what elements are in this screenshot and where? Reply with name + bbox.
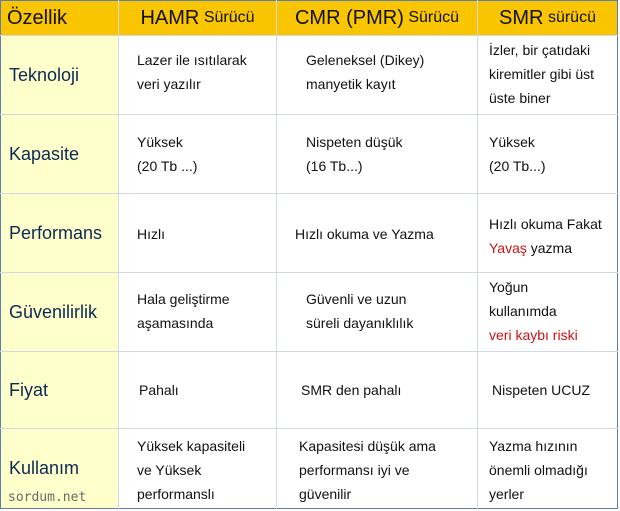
header-smr-sub: sürücü bbox=[547, 9, 596, 26]
row-label-text: Kullanım bbox=[9, 458, 80, 478]
cell-cmr-technology bbox=[306, 48, 476, 108]
cell-line: yerler bbox=[489, 486, 525, 502]
grid-line bbox=[0, 272, 618, 273]
row-label-text: Kapasite bbox=[9, 143, 80, 164]
cell-smr-usage bbox=[489, 434, 617, 508]
row-label-reliability bbox=[1, 273, 118, 351]
grid-line bbox=[0, 193, 618, 194]
cell-line-rest: yazma bbox=[526, 240, 572, 256]
cell-hamr-technology bbox=[137, 48, 277, 108]
cell-line: süreli dayanıklılık bbox=[306, 315, 414, 331]
row-label-technology bbox=[1, 36, 118, 114]
cell-line: manyetik kayıt bbox=[306, 76, 396, 92]
cell-line: performanslı bbox=[137, 486, 215, 502]
row-label-text: Fiyat bbox=[9, 379, 49, 400]
cell-hamr-reliability bbox=[137, 287, 277, 342]
cell-hamr-usage bbox=[137, 434, 277, 508]
cell-line: Nispeten UCUZ bbox=[492, 382, 591, 398]
cell-line: Pahalı bbox=[139, 382, 179, 398]
cell-line: Hala geliştirme bbox=[137, 291, 230, 307]
cell-smr-technology bbox=[489, 38, 617, 113]
cell-hamr-performance bbox=[137, 222, 277, 250]
cell-line: Yüksek bbox=[137, 134, 183, 150]
header-hamr-sub: Sürücü bbox=[203, 9, 255, 26]
header-feature-label: Özellik bbox=[7, 6, 68, 29]
header-cmr-main: CMR (PMR) bbox=[294, 6, 404, 29]
cell-line: Hızlı bbox=[137, 226, 165, 242]
cell-line: ve Yüksek bbox=[137, 462, 202, 478]
cell-line: SMR den pahalı bbox=[301, 382, 402, 398]
header-smr bbox=[478, 1, 617, 35]
grid-line bbox=[118, 0, 119, 509]
cell-line: Nispeten düşük bbox=[306, 134, 403, 150]
cell-line bbox=[489, 236, 613, 260]
cell-smr-price bbox=[492, 378, 617, 406]
cell-line: Kapasitesi düşük ama bbox=[299, 438, 436, 454]
row-label-text: Güvenilirlik bbox=[9, 301, 98, 322]
grid-line bbox=[477, 0, 478, 509]
cell-cmr-performance bbox=[295, 222, 475, 250]
watermark: sordum.net bbox=[8, 490, 87, 505]
cell-line: Yüksek bbox=[489, 134, 535, 150]
row-label-text: Teknoloji bbox=[9, 64, 80, 85]
grid-line bbox=[0, 428, 618, 429]
cell-line: Yüksek kapasiteli bbox=[137, 438, 246, 454]
cell-line: (20 Tb...) bbox=[489, 158, 546, 174]
cell-line: (20 Tb ...) bbox=[137, 158, 198, 174]
cell-line: Güvenli ve uzun bbox=[306, 291, 407, 307]
header-hamr bbox=[119, 1, 276, 35]
header-smr-main: SMR bbox=[499, 6, 544, 29]
header-cmr-sub: Sürücü bbox=[408, 9, 460, 26]
cell-line: veri yazılır bbox=[137, 76, 201, 92]
cell-line: önemli olmadığı bbox=[489, 462, 588, 478]
header-cmr bbox=[277, 1, 477, 35]
cell-smr-capacity bbox=[489, 130, 617, 185]
cell-line: aşamasında bbox=[137, 315, 214, 331]
cell-line: üste biner bbox=[489, 90, 551, 106]
cell-line: (16 Tb...) bbox=[306, 158, 363, 174]
grid-line bbox=[0, 35, 618, 36]
cell-hamr-price bbox=[139, 378, 277, 406]
cell-line: kullanımda bbox=[489, 303, 557, 319]
grid-line bbox=[0, 351, 618, 352]
warning-text: Yavaş bbox=[489, 240, 527, 256]
row-label-performance bbox=[1, 194, 118, 272]
grid-line bbox=[276, 0, 277, 509]
cell-hamr-capacity bbox=[137, 130, 277, 185]
cell-line: Geleneksel (Dikey) bbox=[306, 52, 425, 68]
cell-line: güvenilir bbox=[299, 486, 352, 502]
cell-cmr-price bbox=[301, 378, 476, 406]
header-feature bbox=[1, 1, 118, 35]
cell-line: performansı iyi ve bbox=[299, 462, 410, 478]
cell-line: Yazma hızının bbox=[489, 438, 578, 454]
row-label-text: Performans bbox=[9, 222, 103, 243]
cell-cmr-capacity bbox=[306, 130, 476, 185]
warning-text: veri kaybı riski bbox=[489, 327, 578, 343]
cell-line: kiremitler gibi üst bbox=[489, 66, 595, 82]
grid-line bbox=[0, 114, 618, 115]
row-label-capacity bbox=[1, 115, 118, 193]
cell-line: Lazer ile ısıtılarak bbox=[137, 52, 247, 68]
header-hamr-main: HAMR bbox=[140, 6, 200, 29]
cell-line: İzler, bir çatıdaki bbox=[489, 42, 591, 58]
row-label-price bbox=[1, 352, 118, 428]
cell-cmr-usage bbox=[299, 434, 476, 508]
cell-line: Hızlı okuma Fakat bbox=[489, 216, 602, 232]
cell-cmr-reliability bbox=[306, 287, 476, 342]
cell-smr-reliability bbox=[489, 275, 617, 350]
cell-line: Hızlı okuma ve Yazma bbox=[295, 226, 434, 242]
cell-line: Yoğun bbox=[489, 279, 529, 295]
cell-smr-performance bbox=[489, 212, 617, 267]
